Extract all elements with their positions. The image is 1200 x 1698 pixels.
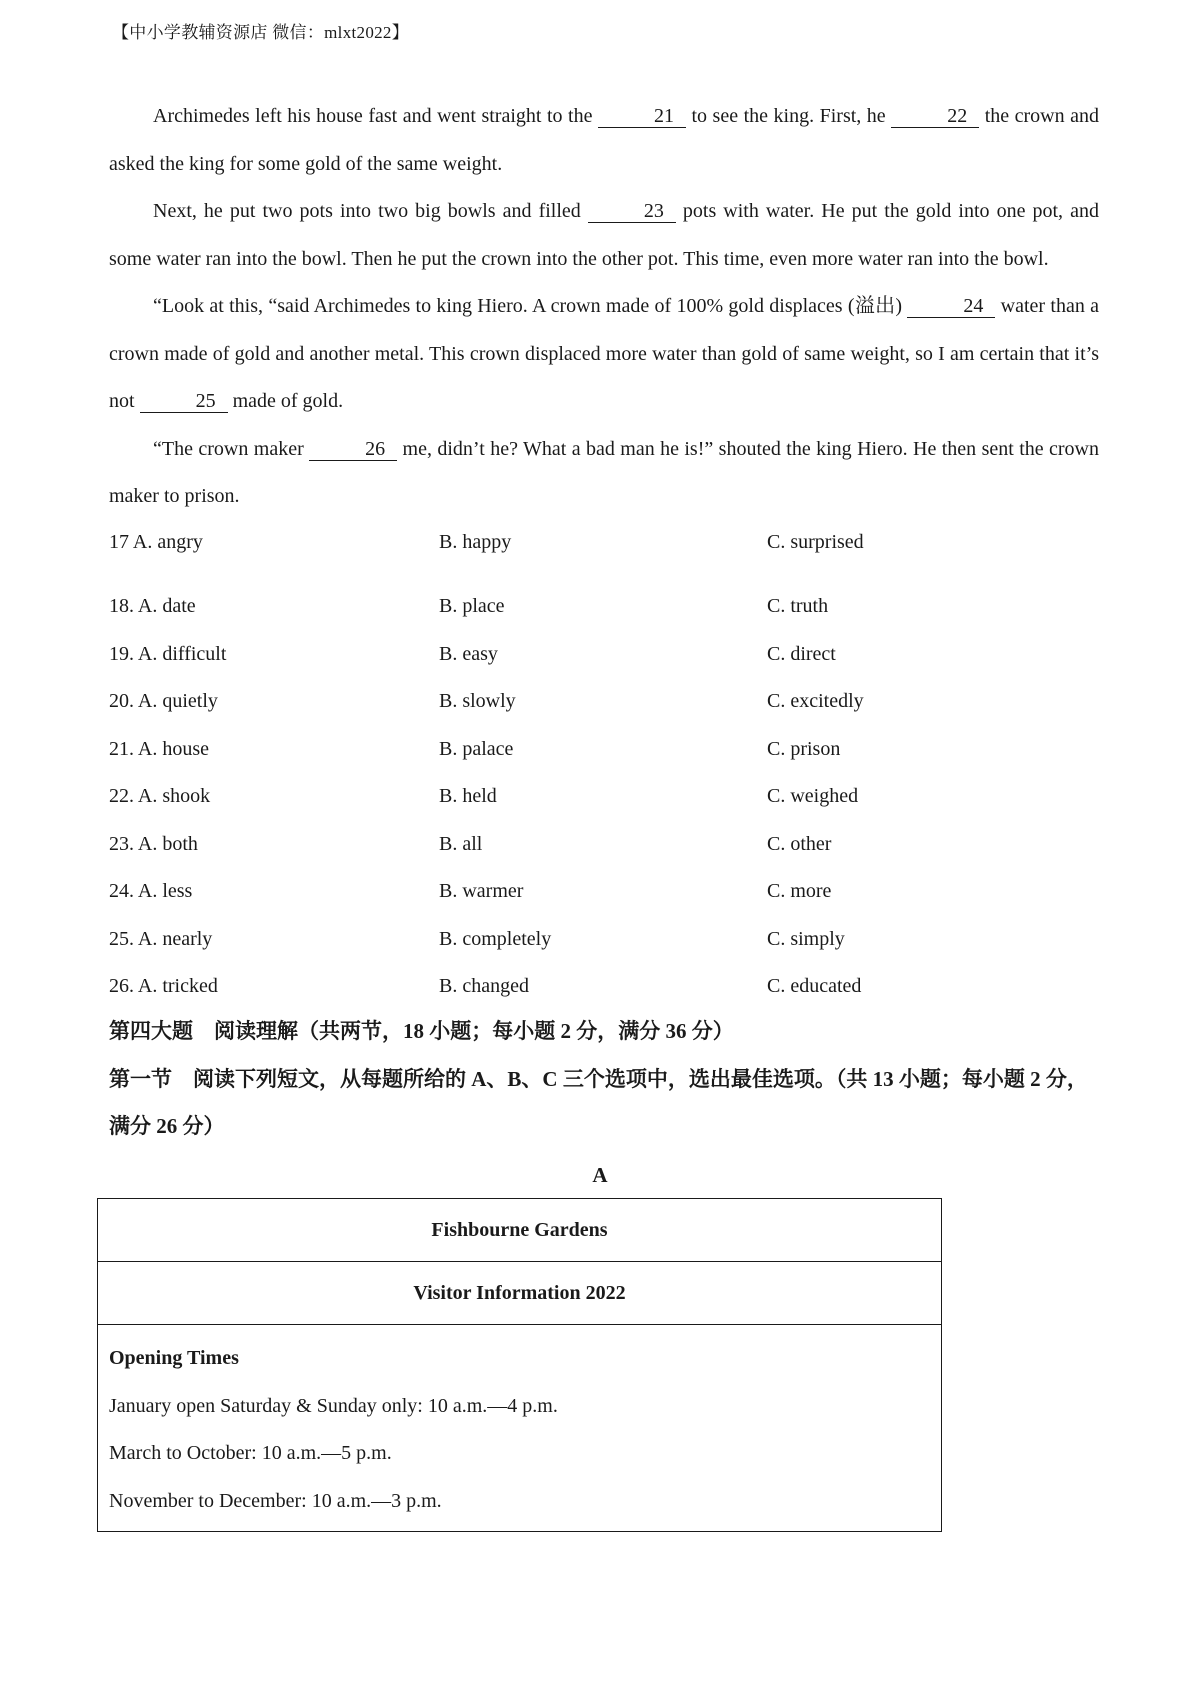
option-b: B. changed <box>439 975 529 997</box>
text-segment: me, didn’t he? What a bad man he is!” shouted the king Hiero. He then sent the crown maker to prison. <box>109 437 1100 507</box>
text-segment: pots with water. He put the gold into one pot, and some water ran into the bowl. Then he put the crown into the other pot. This time, even more water ran into the bowl. <box>109 200 1099 270</box>
option-c: C. more <box>767 880 832 902</box>
text-segment: “The crown maker <box>153 437 310 460</box>
option-row <box>109 821 1099 869</box>
option-b: B. easy <box>439 642 498 665</box>
option-b: B. held <box>439 785 497 807</box>
text-segment: Next, he put two pots into two big bowls and filled <box>153 200 588 222</box>
opening-times-line: November to December: 10 a.m.—3 p.m. <box>109 1489 442 1512</box>
section-heading-4: 第四大题 阅读理解（共两节，18 小题；每小题 2 分，满分 36 分） <box>109 1019 734 1043</box>
option-c: C. excitedly <box>767 690 864 712</box>
opening-times-cell <box>98 1325 941 1531</box>
section-headings <box>109 1008 1099 1151</box>
table-title: Fishbourne Gardens <box>98 1199 941 1262</box>
visitor-info-table <box>97 1198 942 1532</box>
blank-25: 25 <box>140 390 228 413</box>
text-segment: made of gold. <box>227 390 344 412</box>
text-segment: the crown and asked the king for some gold of the same weight. <box>109 105 1100 175</box>
option-c: C. other <box>767 832 832 855</box>
option-a: 18. A. date <box>109 595 196 617</box>
blank-26: 26 <box>309 438 397 461</box>
passage-paragraph-3 <box>109 283 1099 426</box>
option-row <box>109 726 1099 774</box>
opening-times-line: March to October: 10 a.m.—5 p.m. <box>109 1442 392 1464</box>
option-a: 17 A. angry <box>109 531 203 553</box>
option-c: C. prison <box>767 737 841 760</box>
subsection-heading-1: 第一节 阅读下列短文，从每题所给的 A、B、C 三个选项中，选出最佳选项。（共 13 小题；每小题 2 分，满分 26 分） <box>109 1066 1088 1138</box>
option-c: C. surprised <box>767 531 864 553</box>
option-row <box>109 773 1099 821</box>
option-c: C. educated <box>767 975 862 997</box>
text-segment: to see the king. First, he <box>685 105 892 127</box>
option-c: C. truth <box>767 595 829 617</box>
option-a: 21. A. house <box>109 737 209 760</box>
option-row <box>109 868 1099 916</box>
option-a: 26. A. tricked <box>109 975 218 997</box>
option-b: B. completely <box>439 927 552 950</box>
option-c: C. simply <box>767 927 845 950</box>
option-a: 24. A. less <box>109 880 193 902</box>
cloze-passage <box>109 93 1099 521</box>
option-row <box>109 916 1099 964</box>
option-c: C. direct <box>767 642 836 665</box>
option-row <box>109 631 1099 679</box>
option-b: B. happy <box>439 531 512 553</box>
opening-times-line: January open Saturday & Sunday only: 10 a.m.—4 p.m. <box>109 1394 558 1417</box>
blank-21: 21 <box>598 105 686 128</box>
passage-paragraph-4 <box>109 426 1099 521</box>
option-b: B. slowly <box>439 690 516 712</box>
option-b: B. palace <box>439 737 514 760</box>
blank-23: 23 <box>588 200 676 223</box>
opening-times-heading: Opening Times <box>109 1347 239 1369</box>
option-a: 19. A. difficult <box>109 642 227 665</box>
option-a: 22. A. shook <box>109 785 211 807</box>
option-a: 23. A. both <box>109 832 198 855</box>
option-c: C. weighed <box>767 785 859 807</box>
option-a: 25. A. nearly <box>109 927 213 950</box>
passage-paragraph-2 <box>109 188 1099 283</box>
option-b: B. warmer <box>439 880 524 902</box>
option-b: B. place <box>439 595 505 617</box>
option-row <box>109 963 1099 1011</box>
table-subtitle: Visitor Information 2022 <box>98 1262 941 1325</box>
option-row <box>109 519 1099 583</box>
passage-label: A <box>592 1163 608 1187</box>
text-segment: water than a crown made of gold and another metal. This crown displaced more water than gold of same weight, so I am certain that it’s not <box>109 295 1099 412</box>
option-a: 20. A. quietly <box>109 690 218 712</box>
text-segment: Archimedes left his house fast and went straight to the <box>153 105 598 127</box>
option-b: B. all <box>439 832 483 855</box>
blank-24: 24 <box>907 295 995 318</box>
blank-22: 22 <box>891 105 979 128</box>
page-header-watermark: 【中小学教辅资源店 微信：mlxt2022】 <box>112 23 410 42</box>
option-row <box>109 583 1099 631</box>
option-row <box>109 678 1099 726</box>
answer-options <box>109 519 1099 1011</box>
text-segment: “Look at this, “said Archimedes to king Hiero. A crown made of 100% gold displaces (溢出) <box>153 295 908 317</box>
passage-paragraph-1 <box>109 93 1099 188</box>
